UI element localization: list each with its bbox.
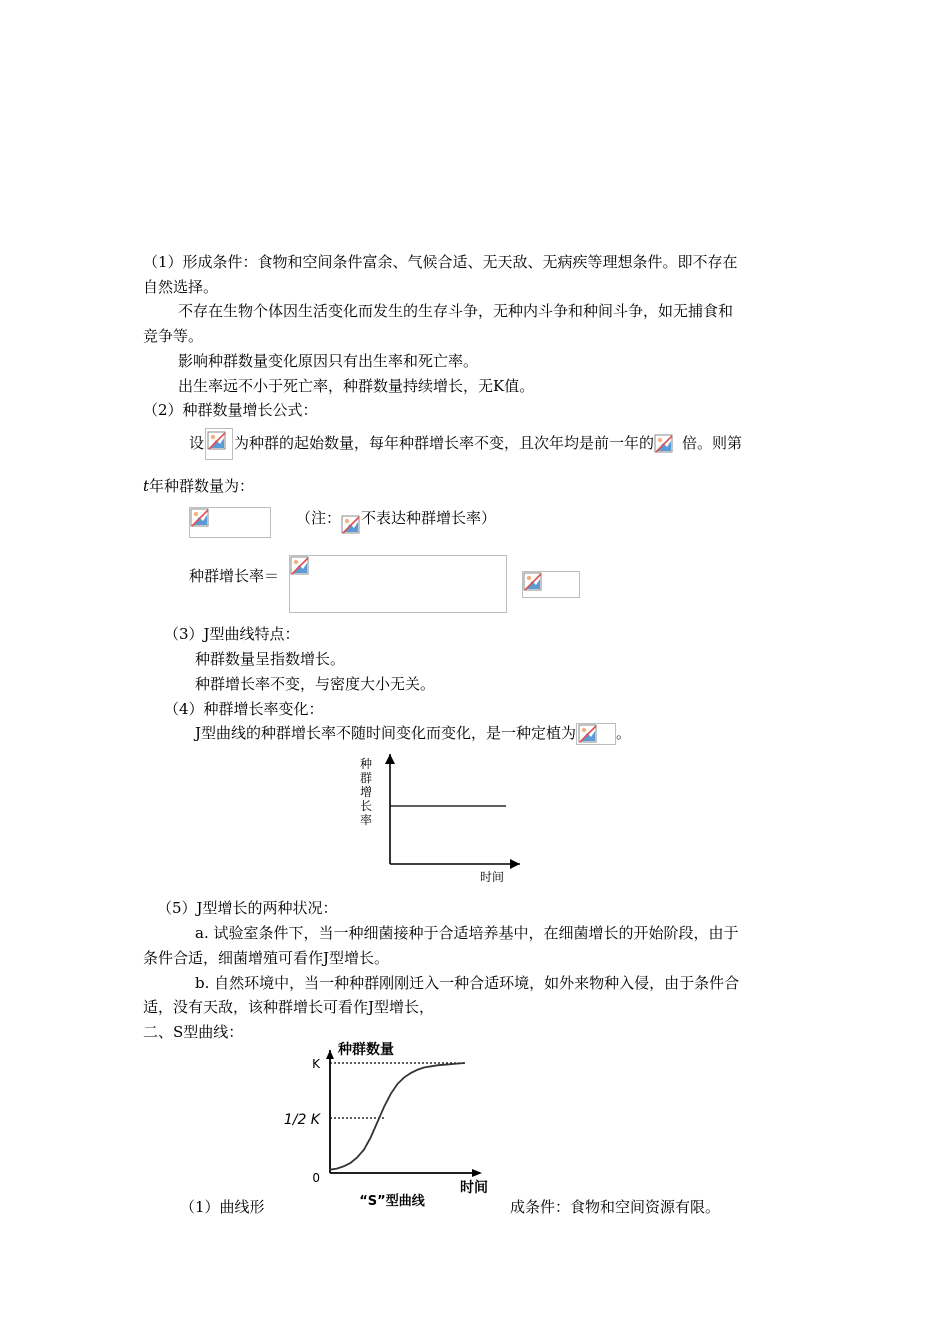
para-3: 影响种群数量变化原因只有出生率和死亡率。 — [178, 352, 479, 370]
y-axis-label-char: 种 — [359, 757, 373, 771]
y-axis-arrow — [326, 1050, 334, 1059]
para-1-line-2: 自然选择。 — [143, 278, 219, 296]
broken-image-icon — [654, 434, 674, 454]
section-5-heading: （5）J型增长的两种状况： — [157, 899, 338, 917]
j-growth-rate-chart — [352, 748, 532, 888]
tick-label-zero: 0 — [312, 1171, 320, 1185]
icon-sun — [582, 728, 586, 732]
section-3-item-1: 种群数量呈指数增长。 — [195, 650, 346, 668]
y-axis-label-char: 长 — [359, 799, 373, 813]
y-axis-label-char: 率 — [359, 813, 373, 827]
formula-intro-line-2: t年种群数量为： — [143, 477, 255, 495]
tick-label-half-k: 1/2 K — [283, 1112, 320, 1128]
section-2-heading: （2）种群数量增长公式： — [143, 401, 318, 419]
j-growth-rate-chart-svg — [352, 748, 532, 888]
broken-image-icon-graphic — [578, 724, 598, 744]
x-axis-label: 时间 — [460, 1180, 488, 1196]
s-curve-item-1-b: 成条件：食物和空间资源有限。 — [510, 1198, 721, 1216]
para-2-line-2: 竞争等。 — [143, 327, 204, 345]
broken-image-icon — [576, 723, 616, 745]
y-axis-label: 种群数量 — [338, 1042, 394, 1058]
x-axis-arrow — [472, 1169, 482, 1177]
para-2-line-1: 不存在生物个体因生活变化而发生的生存斗争，无种内斗争和种间斗争，如无捕食和 — [178, 302, 734, 320]
s-curve-chart — [283, 1038, 500, 1210]
tick-label-k: K — [312, 1057, 320, 1071]
formula-intro-line: 设 为种群的起始数量，每年种群增长率不变，且次年均是前一年的 倍。则第 — [189, 428, 742, 460]
icon-sun — [345, 519, 349, 523]
section-4-text: J型曲线的种群增长率不随时间变化而变化，是一种定植为 。 — [195, 723, 631, 745]
section-3-heading: （3）J型曲线特点： — [164, 625, 300, 643]
s-curve-heading: 二、S型曲线： — [143, 1023, 244, 1041]
icon-sun — [211, 435, 215, 439]
y-axis-label-char: 增 — [359, 785, 373, 799]
growth-rate-formula-box — [289, 555, 507, 613]
broken-image-icon-graphic — [207, 431, 227, 451]
section-5-a-line-2: 条件合适，细菌增殖可看作J型增长。 — [143, 949, 390, 967]
y-axis-label-char: 群 — [359, 771, 373, 785]
section-4-heading: （4）种群增长率变化： — [164, 700, 324, 718]
formula-image-box — [189, 507, 271, 538]
broken-image-icon-graphic — [290, 556, 310, 576]
para-1-line-1: （1）形成条件：食物和空间条件富余、气候合适、无天敌、无病疾等理想条件。即不存在 — [143, 253, 738, 271]
broken-image-icon — [205, 428, 233, 460]
broken-image-icon-graphic — [190, 508, 210, 528]
growth-rate-value-box — [522, 571, 580, 598]
section-3-item-2: 种群增长率不变，与密度大小无关。 — [195, 675, 436, 693]
icon-sun — [527, 576, 531, 580]
x-axis-label: 时间 — [479, 870, 505, 884]
s-curve-series-line — [330, 1063, 465, 1170]
x-axis-arrow — [510, 859, 520, 869]
chart-title: “S”型曲线 — [359, 1194, 425, 1209]
broken-image-icon-graphic — [341, 515, 361, 535]
broken-image-icon — [341, 515, 361, 535]
s-curve-item-1-a: （1）曲线形 — [180, 1198, 265, 1216]
para-4: 出生率远不小于死亡率，种群数量持续增长，无K值。 — [178, 377, 535, 395]
section-5-b-line-2: 适，没有天敌，该种群增长可看作J型增长， — [143, 998, 435, 1016]
broken-image-icon-graphic — [654, 434, 674, 454]
icon-sun — [294, 560, 298, 564]
growth-rate-label: 种群增长率＝ — [189, 567, 280, 585]
note-line: （注： 不表达种群增长率） — [296, 503, 496, 535]
section-5-a-line-1: a. 试验室条件下，当一种细菌接种于合适培养基中，在细菌增长的开始阶段，由于 — [195, 924, 739, 942]
icon-sun — [658, 438, 662, 442]
broken-image-icon-graphic — [523, 572, 543, 592]
s-curve-chart-svg — [283, 1038, 500, 1210]
section-5-b-line-1: b. 自然环境中，当一种种群刚刚迁入一种合适环境，如外来物种入侵，由于条件合 — [195, 974, 740, 992]
icon-sun — [194, 512, 198, 516]
y-axis-arrow — [385, 754, 395, 764]
